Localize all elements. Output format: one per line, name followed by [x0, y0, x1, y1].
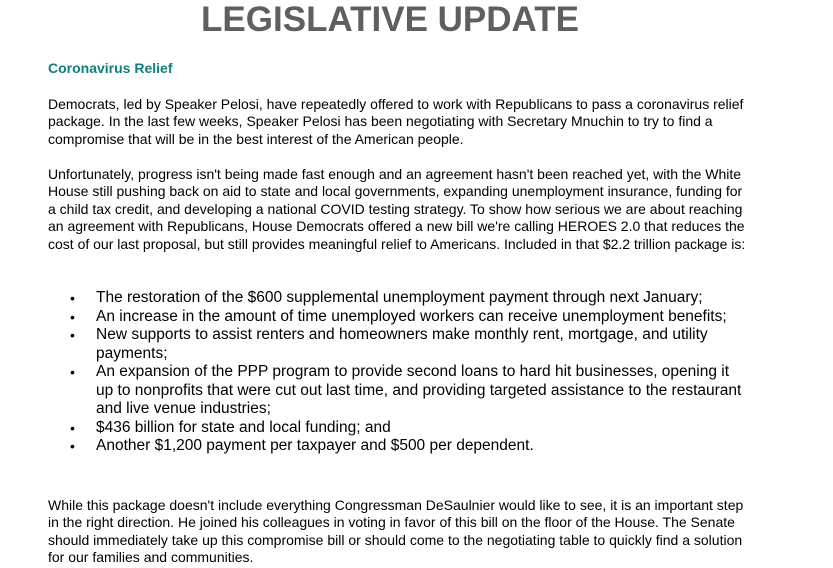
closing-paragraph: While this package doesn't include everything Congressman DeSaulnier would like to see, it is an important step in the right direction. He joined his colleagues in voting in favor of this bill on the floor of the House. The Senate should immediately take up this compromise bill or should come to the negotiating table to quickly find a solution for our families and communities.: [48, 497, 744, 566]
page-title: LEGISLATIVE UPDATE: [201, 0, 579, 39]
list-item: • Another $1,200 payment per taxpayer and $500 per dependent.: [70, 437, 534, 454]
list-item: • An expansion of the PPP program to provide second loans to hard hit businesses, opening it up to nonprofits that were cut out last time, and providing targeted assistance to the restaurant and live venue industries;: [70, 363, 742, 417]
progress-paragraph: Unfortunately, progress isn't being made fast enough and an agreement hasn't been reached yet, with the White House still pushing back on aid to state and local governments, expanding unemployment insurance, funding for a child tax credit, and developing a national COVID testing strategy. To show how serious we are about reaching an agreement with Republicans, House Democrats offered a new bill we're calling HEROES 2.0 that reduces the cost of our last proposal, but still provides meaningful relief to Americans. Included in that $2.2 trillion package is:: [48, 166, 746, 252]
bullet-icon: •: [70, 438, 75, 454]
section-heading: Coronavirus Relief: [48, 60, 173, 76]
bullet-icon: •: [70, 419, 75, 436]
package-list: [48, 289, 748, 456]
list-item: • $436 billion for state and local funding; and: [70, 418, 391, 436]
bullet-icon: •: [70, 327, 75, 343]
bullet-icon: •: [70, 364, 75, 380]
intro-paragraph: Democrats, led by Speaker Pelosi, have repeatedly offered to work with Republicans to pass a coronavirus relief package. In the last few weeks, Speaker Pelosi has been negotiating with Secretary Mnuchin to try to find a compromise that will be in the best interest of the American people.: [48, 96, 744, 147]
bullet-icon: •: [70, 308, 75, 325]
list-item: • The restoration of the $600 supplemental unemployment payment through next January;: [70, 289, 703, 306]
list-item: • New supports to assist renters and homeowners make monthly rent, mortgage, and utility payments;: [70, 326, 708, 362]
list-item: • An increase in the amount of time unemployed workers can receive unemployment benefits;: [70, 307, 727, 325]
bullet-icon: •: [70, 290, 75, 306]
